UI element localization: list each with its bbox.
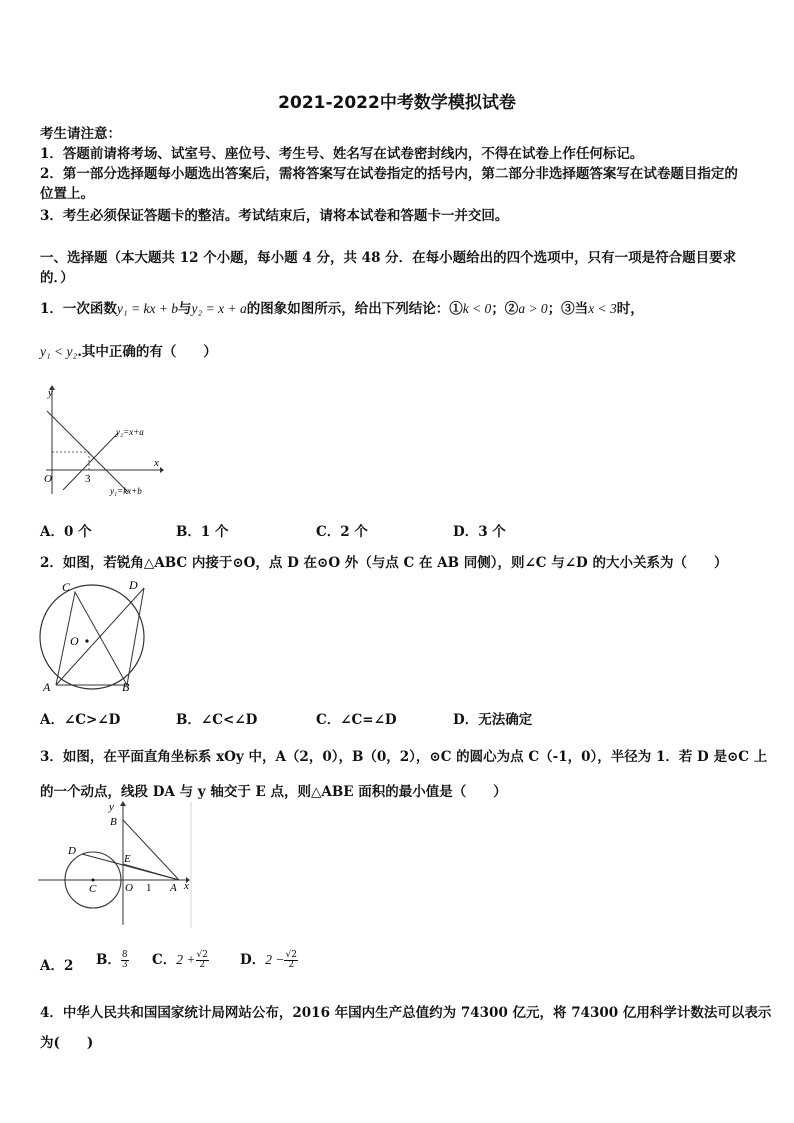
notice-heading: 考生请注意： bbox=[40, 126, 121, 142]
q3-option-d-label: D． bbox=[240, 952, 266, 968]
q3-fig-label-a: A bbox=[170, 882, 177, 894]
q3-option-d-numerator: √2 bbox=[285, 950, 297, 960]
q2-option-d[interactable]: D．无法确定 bbox=[453, 712, 533, 728]
q1-part: 与 bbox=[178, 301, 192, 317]
question-2-text: 2．如图，若锐角△ABC 内接于⊙O，点 D 在⊙O 外（与点 C 在 AB 同侧），则∠C 与∠D 的大小关系为（ ） bbox=[40, 555, 728, 571]
q2-option-c[interactable]: C．∠C=∠D bbox=[316, 712, 397, 728]
q1-fig-line2-label: y₂=x+a bbox=[116, 427, 144, 437]
q3-option-c-numerator: √2 bbox=[196, 950, 208, 960]
q1-option-a[interactable]: A．0 个 bbox=[40, 524, 92, 540]
q1-figure bbox=[38, 382, 168, 500]
q3-option-b-fraction bbox=[121, 951, 129, 970]
q1-eq-y2: y₂ = x + a bbox=[191, 301, 247, 316]
q3-option-a[interactable]: A．2 bbox=[40, 958, 74, 974]
notice-item-1: 1．答题前请将考场、试室号、座位号、考生号、姓名写在试卷密封线内，不得在试卷上作任何标记。 bbox=[40, 146, 644, 162]
q3-fig-label-e: E bbox=[124, 853, 131, 865]
q1-cond-4: y₁ < y₂ bbox=[40, 344, 78, 359]
q2-fig-label-b: B bbox=[122, 680, 130, 694]
question-3-text: 3．如图，在平面直角坐标系 xOy 中，A（2，0），B（0，2），⊙C 的圆心为点 C（-1，0），半径为 1．若 D 是⊙C 上 bbox=[40, 749, 768, 765]
q2-option-a[interactable]: A．∠C>∠D bbox=[40, 712, 121, 728]
q1-fig-tick-3: 3 bbox=[85, 473, 91, 485]
notice-item-2: 2．第一部分选择题每小题选出答案后，需将答案写在试卷指定的括号内，第二部分非选择题答案写在试卷题目指定的 bbox=[40, 166, 738, 182]
question-4-text-cont: 为( ) bbox=[40, 1035, 94, 1051]
q3-figure bbox=[36, 800, 196, 930]
q2-option-b[interactable]: B．∠C<∠D bbox=[176, 712, 258, 728]
q3-option-c-denominator: 2 bbox=[199, 960, 206, 970]
q1-part: ；② bbox=[491, 301, 519, 317]
q3-option-d[interactable] bbox=[240, 948, 298, 970]
section-heading: 一、选择题（本大题共 12 个小题，每小题 4 分，共 48 分．在每小题给出的四个选项中，只有一项是符合题目要求 bbox=[40, 250, 737, 266]
question-1-text-cont bbox=[40, 340, 217, 360]
q2-fig-label-d: D bbox=[129, 578, 138, 592]
q3-option-d-denominator: 2 bbox=[288, 960, 295, 970]
q1-cond-1: k < 0 bbox=[462, 301, 492, 316]
q1-eq-y1: y₁ = kx + b bbox=[116, 301, 179, 316]
q2-fig-label-c: C bbox=[62, 580, 71, 594]
q1-fig-y-label: y bbox=[48, 387, 53, 399]
q2-fig-label-a: A bbox=[43, 680, 51, 694]
page-title: 2021-2022中考数学模拟试卷 bbox=[278, 93, 516, 113]
q1-part: ；③当 bbox=[547, 301, 589, 317]
q3-option-b-numerator: 8 bbox=[121, 950, 128, 960]
q3-option-b-label: B． bbox=[96, 952, 121, 968]
question-1-text bbox=[40, 297, 644, 317]
q1-part: 的图象如图所示，给出下列结论：① bbox=[246, 301, 463, 317]
q2-figure bbox=[34, 575, 154, 695]
question-4-text: 4．中华人民共和国国家统计局网站公布，2016 年国内生产总值约为 74300 亿元，将 74300 亿用科学计数法可以表示 bbox=[40, 1005, 772, 1021]
q3-fig-y-label: y bbox=[109, 801, 114, 813]
q1-cond-2: a > 0 bbox=[518, 301, 548, 316]
q1-fig-origin: O bbox=[44, 473, 52, 485]
q1-fig-line1-label: y₁=kx+b bbox=[110, 486, 142, 496]
q3-fig-origin: O bbox=[125, 882, 133, 894]
notice-item-2-cont: 位置上。 bbox=[40, 186, 94, 202]
q3-fig-label-b: B bbox=[110, 816, 117, 828]
q1-part: .其中正确的有（ ） bbox=[77, 344, 217, 360]
q3-option-d-expr: 2 − bbox=[265, 952, 285, 967]
q1-part: 时， bbox=[616, 301, 644, 317]
q3-option-c-expr: 2 + bbox=[176, 952, 196, 967]
q3-fig-label-d: D bbox=[68, 845, 76, 857]
q3-option-c-fraction bbox=[196, 951, 209, 970]
q1-option-c[interactable]: C．2 个 bbox=[316, 524, 368, 540]
q3-fig-tick-1: 1 bbox=[146, 882, 152, 894]
q1-option-d[interactable]: D．3 个 bbox=[453, 524, 506, 540]
q3-option-c-label: C． bbox=[152, 952, 177, 968]
q3-option-b[interactable] bbox=[96, 948, 129, 970]
q3-fig-x-label: x bbox=[184, 880, 189, 892]
section-heading-cont: 的．） bbox=[40, 270, 74, 286]
notice-item-3: 3．考生必须保证答题卡的整洁。考试结束后，请将本试卷和答题卡一并交回。 bbox=[40, 208, 509, 224]
q3-option-d-fraction bbox=[284, 951, 297, 970]
q1-fig-x-label: x bbox=[154, 457, 159, 469]
q2-fig-label-o: O bbox=[70, 634, 79, 648]
q3-option-c[interactable] bbox=[152, 948, 209, 970]
q3-fig-label-c: C bbox=[89, 883, 97, 895]
q1-option-b[interactable]: B．1 个 bbox=[176, 524, 229, 540]
q3-option-b-denominator: 3 bbox=[121, 960, 128, 970]
q1-part: 1．一次函数 bbox=[40, 301, 117, 317]
q1-cond-3: x < 3 bbox=[588, 301, 617, 316]
question-3-text-cont: 的一个动点，线段 DA 与 y 轴交于 E 点，则△ABE 面积的最小值是（ ） bbox=[40, 784, 507, 800]
